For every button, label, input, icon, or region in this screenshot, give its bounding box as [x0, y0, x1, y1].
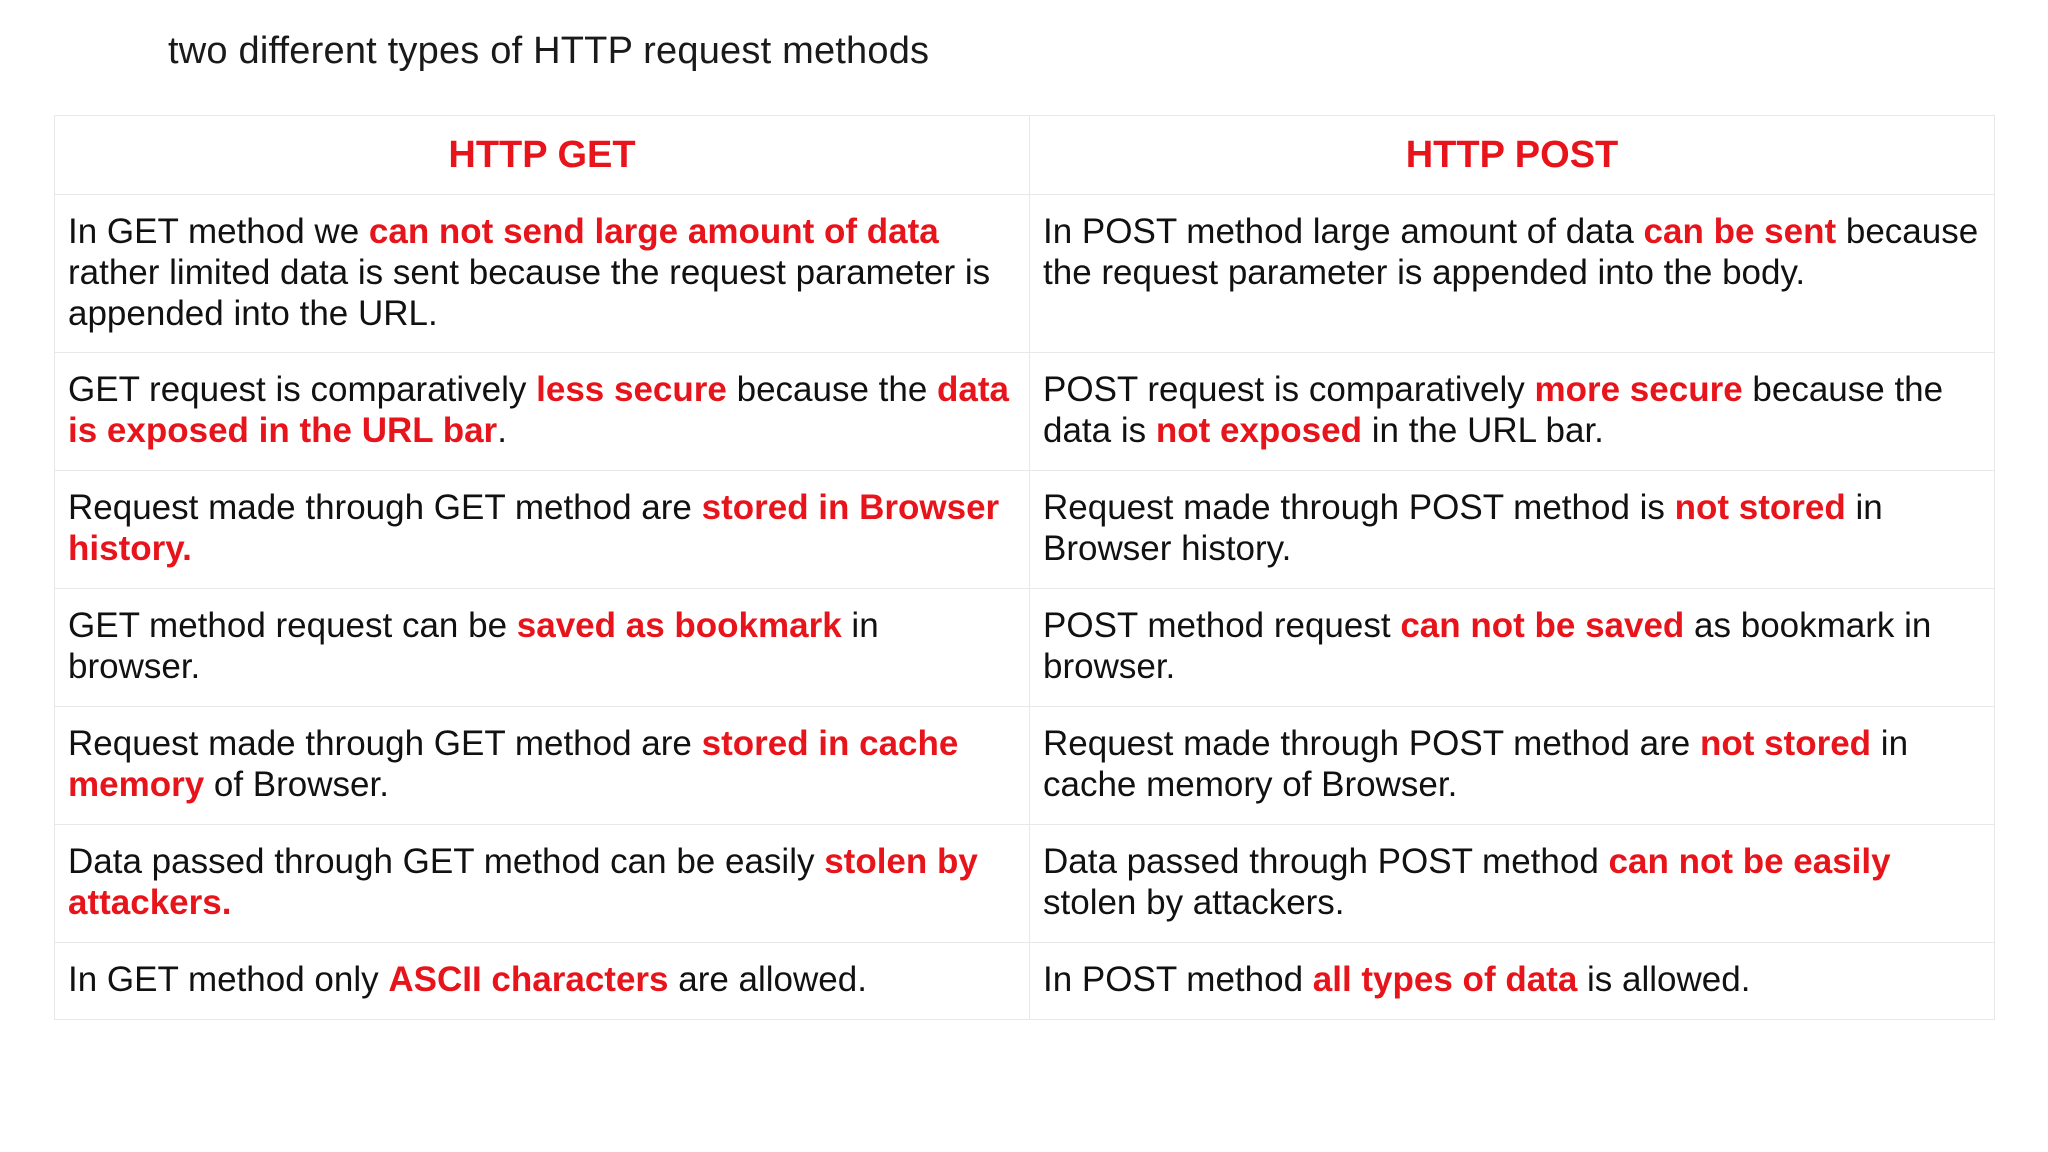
- cell-http-get: [55, 353, 1030, 471]
- body-text: In GET method we: [68, 212, 369, 251]
- highlighted-text: can not be easily: [1608, 842, 1891, 881]
- cell-http-post: [1030, 471, 1995, 589]
- body-text: GET request is comparatively: [68, 370, 537, 409]
- body-text: in cache memory of Browser.: [1043, 724, 1909, 804]
- header-http-post: HTTP POST: [1030, 116, 1995, 195]
- highlighted-text: ASCII characters: [388, 960, 669, 999]
- highlighted-text: stolen by attackers.: [68, 842, 978, 922]
- highlighted-text: data is exposed in the URL bar: [68, 370, 1009, 450]
- highlighted-text: not stored: [1674, 488, 1846, 527]
- body-text: as bookmark in browser.: [1043, 606, 1932, 686]
- highlighted-text: all types of data: [1312, 960, 1578, 999]
- body-text: Request made through POST method are: [1043, 724, 1700, 763]
- table-row: [55, 707, 1995, 825]
- comparison-table: [54, 115, 1995, 1020]
- body-text: Request made through GET method are: [68, 724, 702, 763]
- body-text: GET method request can be: [68, 606, 517, 645]
- table-row: [55, 195, 1995, 353]
- table-row: [55, 471, 1995, 589]
- cell-http-post: [1030, 589, 1995, 707]
- highlighted-text: stored in cache memory: [68, 724, 959, 804]
- body-text: because the data is: [1043, 370, 1944, 450]
- cell-http-post: [1030, 825, 1995, 943]
- highlighted-text: can not send large amount of data: [368, 212, 939, 251]
- comparison-table-container: [54, 115, 1994, 1020]
- body-text: In POST method: [1043, 960, 1313, 999]
- body-text: Data passed through POST method: [1043, 842, 1609, 881]
- highlighted-text: not exposed: [1155, 411, 1362, 450]
- body-text: POST request is comparatively: [1043, 370, 1535, 409]
- body-text: In GET method only: [68, 960, 389, 999]
- cell-http-post: [1030, 195, 1995, 353]
- highlighted-text: saved as bookmark: [516, 606, 842, 645]
- body-text: stolen by attackers.: [1043, 883, 1345, 922]
- cell-http-get: [55, 471, 1030, 589]
- body-text: .: [497, 411, 507, 450]
- body-text: Request made through POST method is: [1043, 488, 1675, 527]
- cell-http-get: [55, 943, 1030, 1020]
- cell-http-get: [55, 589, 1030, 707]
- highlighted-text: can be sent: [1643, 212, 1837, 251]
- table-row: [55, 353, 1995, 471]
- highlighted-text: not stored: [1699, 724, 1872, 763]
- highlighted-text: stored in Browser history.: [68, 488, 1000, 568]
- cell-http-post: [1030, 943, 1995, 1020]
- highlighted-text: more secure: [1534, 370, 1743, 409]
- highlighted-text: can not be saved: [1400, 606, 1685, 645]
- body-text: are allowed.: [668, 960, 867, 999]
- body-text: in Browser history.: [1043, 488, 1883, 568]
- body-text: in browser.: [68, 606, 879, 686]
- table-body: [55, 195, 1995, 1020]
- table-row: [55, 943, 1995, 1020]
- header-row: [55, 116, 1995, 195]
- table-header: [55, 116, 1995, 195]
- body-text: is allowed.: [1577, 960, 1751, 999]
- table-row: [55, 589, 1995, 707]
- body-text: because the: [726, 370, 938, 409]
- body-text: Request made through GET method are: [68, 488, 702, 527]
- body-text: in the URL bar.: [1362, 411, 1604, 450]
- body-text: because the request parameter is appended into the body.: [1043, 212, 1979, 292]
- header-http-get: HTTP GET: [55, 116, 1030, 195]
- body-text: In POST method large amount of data: [1043, 212, 1644, 251]
- cell-http-get: [55, 707, 1030, 825]
- cell-http-post: [1030, 707, 1995, 825]
- body-text: rather limited data is sent because the request parameter is appended into the URL.: [68, 253, 991, 333]
- cell-http-get: [55, 195, 1030, 353]
- highlighted-text: less secure: [536, 370, 727, 409]
- cell-http-get: [55, 825, 1030, 943]
- slide-title: two different types of HTTP request methods: [168, 30, 930, 72]
- body-text: Data passed through GET method can be easily: [68, 842, 825, 881]
- cell-http-post: [1030, 353, 1995, 471]
- body-text: POST method request: [1043, 606, 1401, 645]
- table-row: [55, 825, 1995, 943]
- body-text: of Browser.: [204, 765, 389, 804]
